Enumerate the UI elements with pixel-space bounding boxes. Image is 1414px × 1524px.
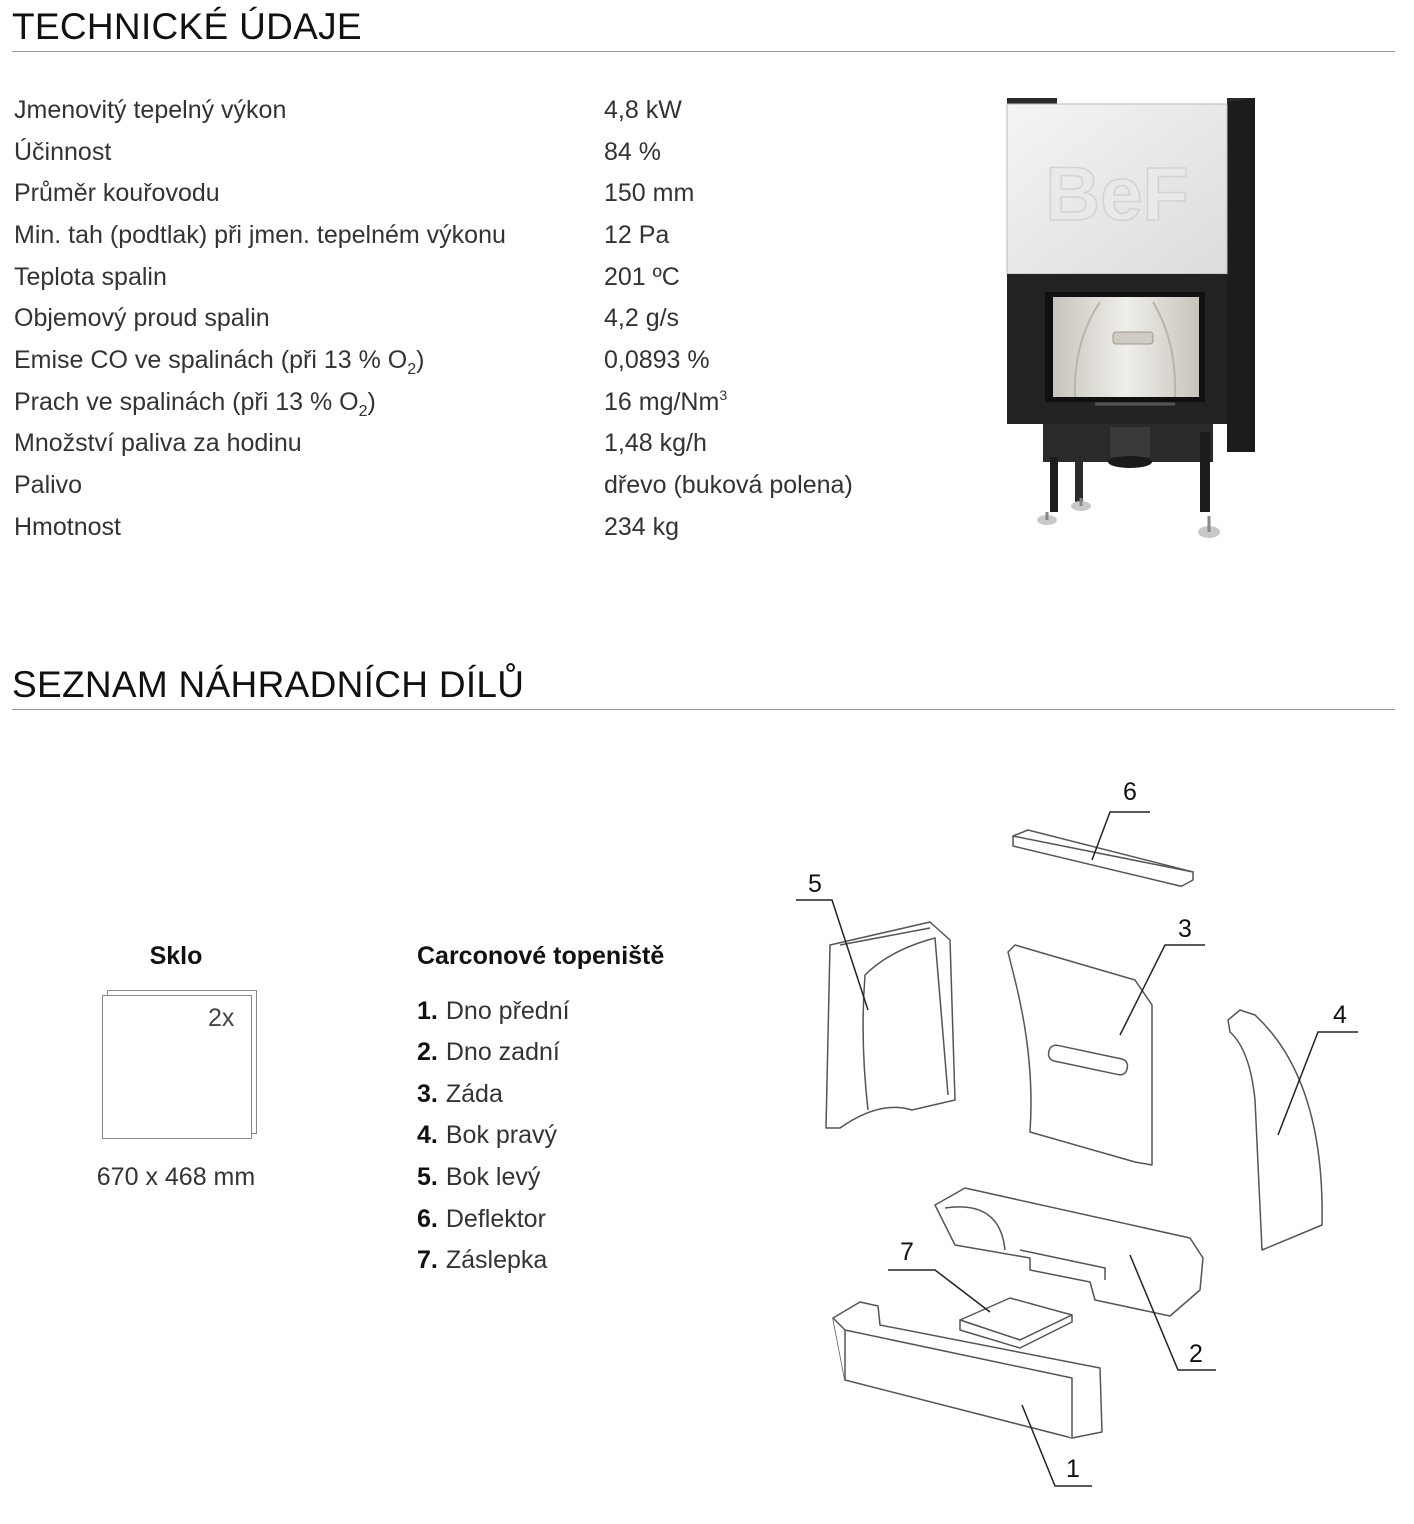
part-name: Záslepka xyxy=(445,1246,548,1274)
spec-row xyxy=(14,138,974,180)
callout-label: 6 xyxy=(1123,778,1137,806)
spec-label-text: Prach ve spalinách (při 13 % O xyxy=(14,388,359,416)
fireplace-insert-illustration xyxy=(995,92,1270,547)
part-name: Dno přední xyxy=(445,997,570,1025)
spec-value: dřevo (buková polena) xyxy=(604,471,853,499)
spec-label: Účinnost xyxy=(14,138,112,166)
spec-value-text: 16 mg/Nm xyxy=(604,388,720,416)
part-6-deflector xyxy=(1013,830,1193,886)
spec-value: 234 kg xyxy=(604,513,680,541)
list-item xyxy=(417,1038,560,1067)
callout-label: 4 xyxy=(1333,1001,1347,1029)
part-number: 5. xyxy=(417,1163,438,1191)
spec-value: 4,2 g/s xyxy=(604,304,680,332)
section-title-technical-data: TECHNICKÉ ÚDAJE xyxy=(12,6,362,47)
part-7-blanking-plate xyxy=(960,1298,1072,1348)
spec-row xyxy=(14,96,974,138)
spec-label xyxy=(14,346,425,378)
part-name: Bok pravý xyxy=(445,1121,558,1149)
spec-value: 150 mm xyxy=(604,179,695,207)
spec-value: 4,8 kW xyxy=(604,96,682,124)
part-name: Bok levý xyxy=(445,1163,541,1191)
spec-label xyxy=(14,388,376,420)
spec-label: Objemový proud spalin xyxy=(14,304,270,332)
part-5-left-side xyxy=(826,922,955,1128)
spec-label: Množství paliva za hodinu xyxy=(14,429,302,457)
callout-leader xyxy=(888,1270,990,1312)
section-divider xyxy=(12,51,1395,52)
spec-label: Palivo xyxy=(14,471,83,499)
list-item xyxy=(417,1121,557,1150)
spec-row xyxy=(14,471,974,513)
spec-row xyxy=(14,221,974,263)
callout-label: 1 xyxy=(1066,1455,1080,1483)
spec-value: 12 Pa xyxy=(604,221,670,249)
section-title-spare-parts: SEZNAM NÁHRADNÍCH DÍLŮ xyxy=(12,664,525,705)
spec-label: Teplota spalin xyxy=(14,263,167,291)
glass-title: Sklo xyxy=(149,942,203,970)
spec-label: Hmotnost xyxy=(14,513,121,541)
spec-value: 201 ºC xyxy=(604,263,680,291)
part-2-rear-floor xyxy=(935,1188,1203,1316)
spec-row xyxy=(14,304,974,346)
callout-label: 7 xyxy=(900,1238,914,1266)
part-number: 4. xyxy=(417,1121,438,1149)
part-number: 6. xyxy=(417,1205,438,1233)
spec-label: Jmenovitý tepelný výkon xyxy=(14,96,287,124)
subscript: 2 xyxy=(407,361,417,378)
glass-count: 2x xyxy=(208,1004,235,1032)
part-3-back xyxy=(1008,945,1152,1165)
part-name: Dno zadní xyxy=(445,1038,560,1066)
spec-value: 84 % xyxy=(604,138,661,166)
callout-label: 5 xyxy=(808,870,822,898)
subscript: 2 xyxy=(358,403,368,420)
spec-row xyxy=(14,179,974,221)
spec-label: Min. tah (podtlak) při jmen. tepelném výkonu xyxy=(14,221,506,249)
exploded-parts-diagram xyxy=(780,760,1380,1500)
part-name: Záda xyxy=(445,1080,503,1108)
list-item xyxy=(417,1205,546,1234)
part-4-right-side xyxy=(1228,1010,1322,1250)
glass-dimensions: 670 x 468 mm xyxy=(96,1163,256,1191)
section-divider xyxy=(12,709,1395,710)
spec-row xyxy=(14,263,974,305)
list-item xyxy=(417,997,570,1026)
spec-value xyxy=(604,388,727,417)
list-item xyxy=(417,1246,547,1275)
spec-value: 1,48 kg/h xyxy=(604,429,707,457)
part-number: 3. xyxy=(417,1080,438,1108)
spec-value: 0,0893 % xyxy=(604,346,710,374)
brand-logo: BeF xyxy=(1045,152,1189,237)
spec-label-text: Emise CO ve spalinách (při 13 % O xyxy=(14,346,408,374)
part-number: 1. xyxy=(417,997,438,1025)
spec-label: Průměr kouřovodu xyxy=(14,179,220,207)
spec-label-end: ) xyxy=(416,346,425,374)
spec-row xyxy=(14,429,974,471)
callout-label: 3 xyxy=(1178,915,1192,943)
list-item xyxy=(417,1163,540,1192)
list-item xyxy=(417,1080,503,1109)
parts-list-title: Carconové topeniště xyxy=(417,942,665,970)
part-number: 2. xyxy=(417,1038,438,1066)
callout-label: 2 xyxy=(1189,1340,1203,1368)
spec-row xyxy=(14,346,974,388)
part-number: 7. xyxy=(417,1246,438,1274)
superscript: 3 xyxy=(719,387,728,403)
spec-row xyxy=(14,513,974,555)
spec-label-end: ) xyxy=(367,388,376,416)
spec-row xyxy=(14,388,974,430)
part-name: Deflektor xyxy=(445,1205,546,1233)
